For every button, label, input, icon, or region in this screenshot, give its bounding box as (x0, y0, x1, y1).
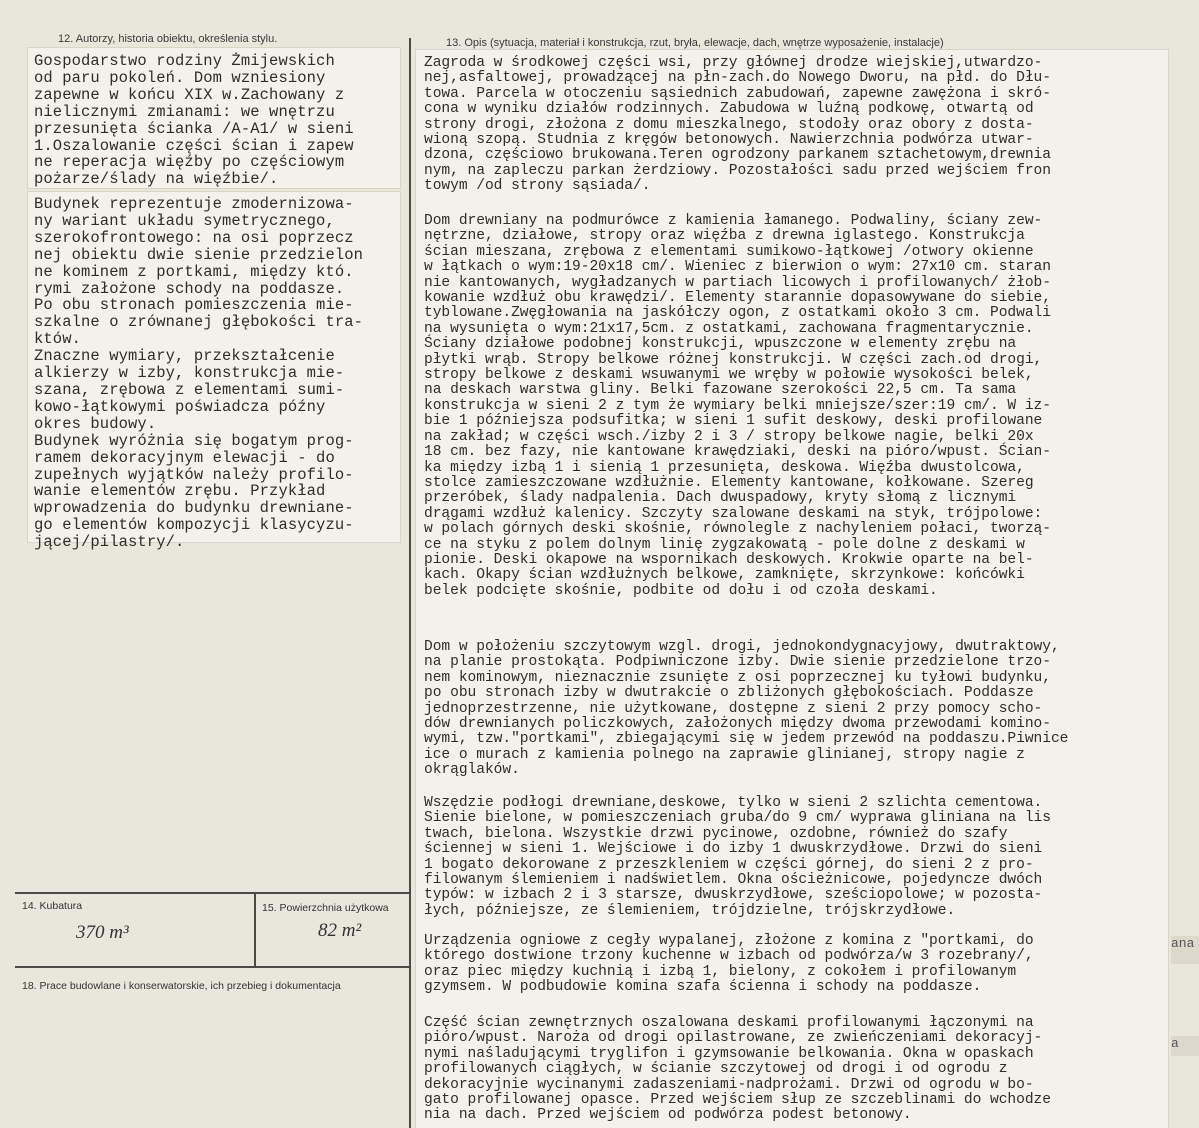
history-slip-2 (28, 192, 400, 552)
history-slip-1 (28, 48, 400, 188)
section-12-header: 12. Autorzy, historia obiektu, określenia stylu. (58, 33, 278, 45)
powierzchnia-value: 82 m² (318, 920, 362, 941)
edge-fragment-b: a (1171, 1036, 1199, 1056)
description-para-3: Dom w położeniu szczytowym wzgl. drogi, jednokondygnacyjowy, dwutraktowy, na planie prostokąta. Podpiwniczone izby. Dwie sienie przedzielone trzo- nem kominowym, nieznacznie zsunięte z osi poprzecznej ku tyłowi budynku, po obu stronach izby w dwutrakcie o zbliżonych głębokościach. Poddasze jednoprzestrzenne, nie użytkowane, dostępne z sieni 2 przy pomocy scho- dów drewnianych policzkowych, założonych między dwoma przewodami komino- wymi, tzw."portkami", zbiegającymi się w jedem przewód na poddaszu.Piwnice ice o murach z kamienia polnego na zaprawie glinianej, stropy nagie z okrąglaków. (424, 639, 1069, 779)
column-divider (409, 38, 411, 1128)
history-text-1: Gospodarstwo rodziny Żmijewskich od paru pokoleń. Dom wzniesiony zapewne w końcu XIX w.Zachowany z nielicznymi zmianami: we wnętrzu przesunięta ścianka /A-A1/ w sieni 1.Oszalowanie części ścian i zapew ne reperacja więźby po częściowym pożarze/ślady na więźbie/. (34, 52, 354, 189)
section-18-header: 18. Prace budowlane i konserwatorskie, ich przebieg i dokumentacja (22, 980, 341, 992)
grid-line-split (254, 892, 256, 967)
description-para-5: Urządzenia ogniowe z cegły wypalanej, złożone z komina z "portkami, do którego dostwione trzony kuchenne w izbach od podwórza/w 3 rozebrany/, oraz piec między kuchnią i izbą 1, bielony, z cokołem i profilowanym gzymsem. W podbudowie komina szafa ścienna i schody na poddasze. (424, 933, 1034, 996)
description-para-1: Zagroda w środkowej części wsi, przy głównej drodze wiejskiej,utwardzo- nej,asfaltowej, prowadzącej na płn-zach.do Nowego Dworu, na płd. do Dłu- towa. Parcela w otoczeniu sąsiednich zabudowań, zapewne zawężona i skró- cona w wyniku działów rodzinnych. Zabudowa w luźną podkowę, otwartą od strony drogi, złożona z domu mieszkalnego, stodoły oraz obory z dosta- wioną szopą. Studnia z kręgów betonowych. Nawierzchnia podwórza utwar- dzona, częściowo brukowana.Teren ogrodzony parkanem sztachetowym,drewnia nym, na zapleczu parkan żerdziowy. Pozostałości sadu przed wejściem fron towym /od strony sąsiada/. (424, 55, 1051, 195)
description-slip (416, 50, 1168, 1128)
grid-line-middle (15, 966, 410, 968)
kubatura-value: 370 m³ (76, 922, 129, 943)
edge-fragment-a: ana (1171, 936, 1199, 964)
description-para-2: Dom drewniany na podmurówce z kamienia łamanego. Podwaliny, ściany zew- nętrzne, działowe, stropy oraz więźba z drewna iglastego. Konstrukcja ścian mieszana, zrębowa z elementami sumikowo-łątkowej /otwory okienne w łątkach o wym:19-20x18 cm/. Wieniec z bierwion o wym: 27x10 cm. staran nie kantowanych, wygładzanych w partiach licowych i profilowanych/ żłob- kowanie wzdłuż obu krawędzi/. Elementy starannie dopasowywane do siebie, tyblowane.Zwęgłowania na jaskółczy ogon, z ostatkami około 3 cm. Podwali na wysunięta o wym:21x17,5cm. z ostatkami, zachowana fragmentarycznie. Ściany działowe podobnej konstrukcji, wpuszczone w elementy zrębu na płytki wrąb. Stropy belkowe różnej konstrukcji. W części zach.od drogi, stropy belkowe z deskami wsuwanymi we wręby w połowie wysokości belek, na deskach warstwa gliny. Belki fazowane szerokości 22,5 cm. Ta sama konstrukcja w sieni 2 z tym że wymiary belki mniejsze/szer:19 cm/. W iz- bie 1 późniejsza podsufitka; w sieni 1 sufit deskowy, deski profilowane na zakład; w części wsch./izby 2 i 3 / stropy belkowe nagie, belki 20x 18 cm. bez fazy, nie kantowane krawędziaki, deski na pióro/wpust. Ścian- ka między izbą 1 i sienią 1 przesunięta, deskowa. Więźba dwustolcowa, stolce zamieszczowane wzdłużnie. Elementy kantowane, kołkowane. Szereg przeróbek, ślady nadpalenia. Dach dwuspadowy, kryty słomą z licznymi drągami wzdłuż kalenicy. Szczyty szalowane deskami na styk, trójpolowe: w polach górnych deski skośnie, równolegle z nachyleniem połaci, tworzą- ce na styku z polem dolnym linię zygzakowatą - pole dolne z deskami w pionie. Deski okapowe na wspornikach deskowych. Krokwie oparte na bel- kach. Okapy ścian wzdłużnych belkowe, zamknięte, skrzynkowe: końcówki belek podcięte skośnie, podbite od dołu i od czoła deskami. (424, 213, 1051, 599)
section-15-header: 15. Powierzchnia użytkowa (262, 902, 389, 914)
grid-line-top (15, 892, 410, 894)
section-13-header: 13. Opis (sytuacja, materiał i konstrukcja, rzut, bryła, elewacje, dach, wnętrze wyposażenie, instalacje) (446, 37, 944, 49)
section-14-header: 14. Kubatura (22, 900, 83, 912)
description-para-6: Część ścian zewnętrznych oszalowana deskami profilowanymi łączonymi na pióro/wpust. Naroża od drogi opilastrowane, ze zwieńczeniami dekoracyj- nymi naśladującymi tryglifon i gzymsowanie belkowania. Okna w opaskach profilowanych ciągłych, w ścianie szczytowej od drogi i od ogrodu z dekoracyjnie wycinanymi zadaszeniami-nadprożami. Drzwi od ogrodu w bo- gato profilowanej opasce. Przed wejściem słup ze szczeblinami do wchodze nia na dach. Przed wejściem od podwórza podest betonowy. (424, 1015, 1051, 1124)
history-text-2: Budynek reprezentuje zmodernizowa- ny wariant układu symetrycznego, szerokofrontowego: na osi poprzecz nej obiektu dwie sienie przedzielon ne kominem z portkami, między któ. rymi założone schody na poddasze. Po obu stronach pomieszczenia mie- szkalne o zrównanej głębokości tra- któw. Znaczne wymiary, przekształcenie alkierzy w izby, konstrukcja mie- szana, zrębowa z elementami sumi- kowo-łątkowymi poświadcza późny okres budowy. Budynek wyróżnia się bogatym prog- ramem dekoracyjnym elewacji - do zupełnych wyjątków należy profilo- wanie elementów zrębu. Przykład wprowadzenia do budynku drewniane- go elementów kompozycji klasycyzu- jącej/pilastry/. (34, 195, 364, 552)
description-para-4: Wszędzie podłogi drewniane,deskowe, tylko w sieni 2 szlichta cementowa. Sienie bielone, w pomieszczeniach gruba/do 9 cm/ wyprawa gliniana na lis twach, bielona. Wszystkie drzwi pycinowe, ozdobne, również do szafy ściennej w sieni 1. Wejściowe i do izby 1 dwuskrzydłowe. Drzwi do sieni 1 bogato dekorowane z przeszkleniem w części górnej, do sieni 2 z pro- filowanym ślemieniem i nadświetlem. Okna ościeżnicowe, pojedyncze dwóch typów: w izbach 2 i 3 starsze, dwuskrzydłowe, sześciopolowe; w pozosta- łych, późniejsze, ze ślemieniem, trójdzielne, trójskrzydłowe. (424, 795, 1051, 919)
